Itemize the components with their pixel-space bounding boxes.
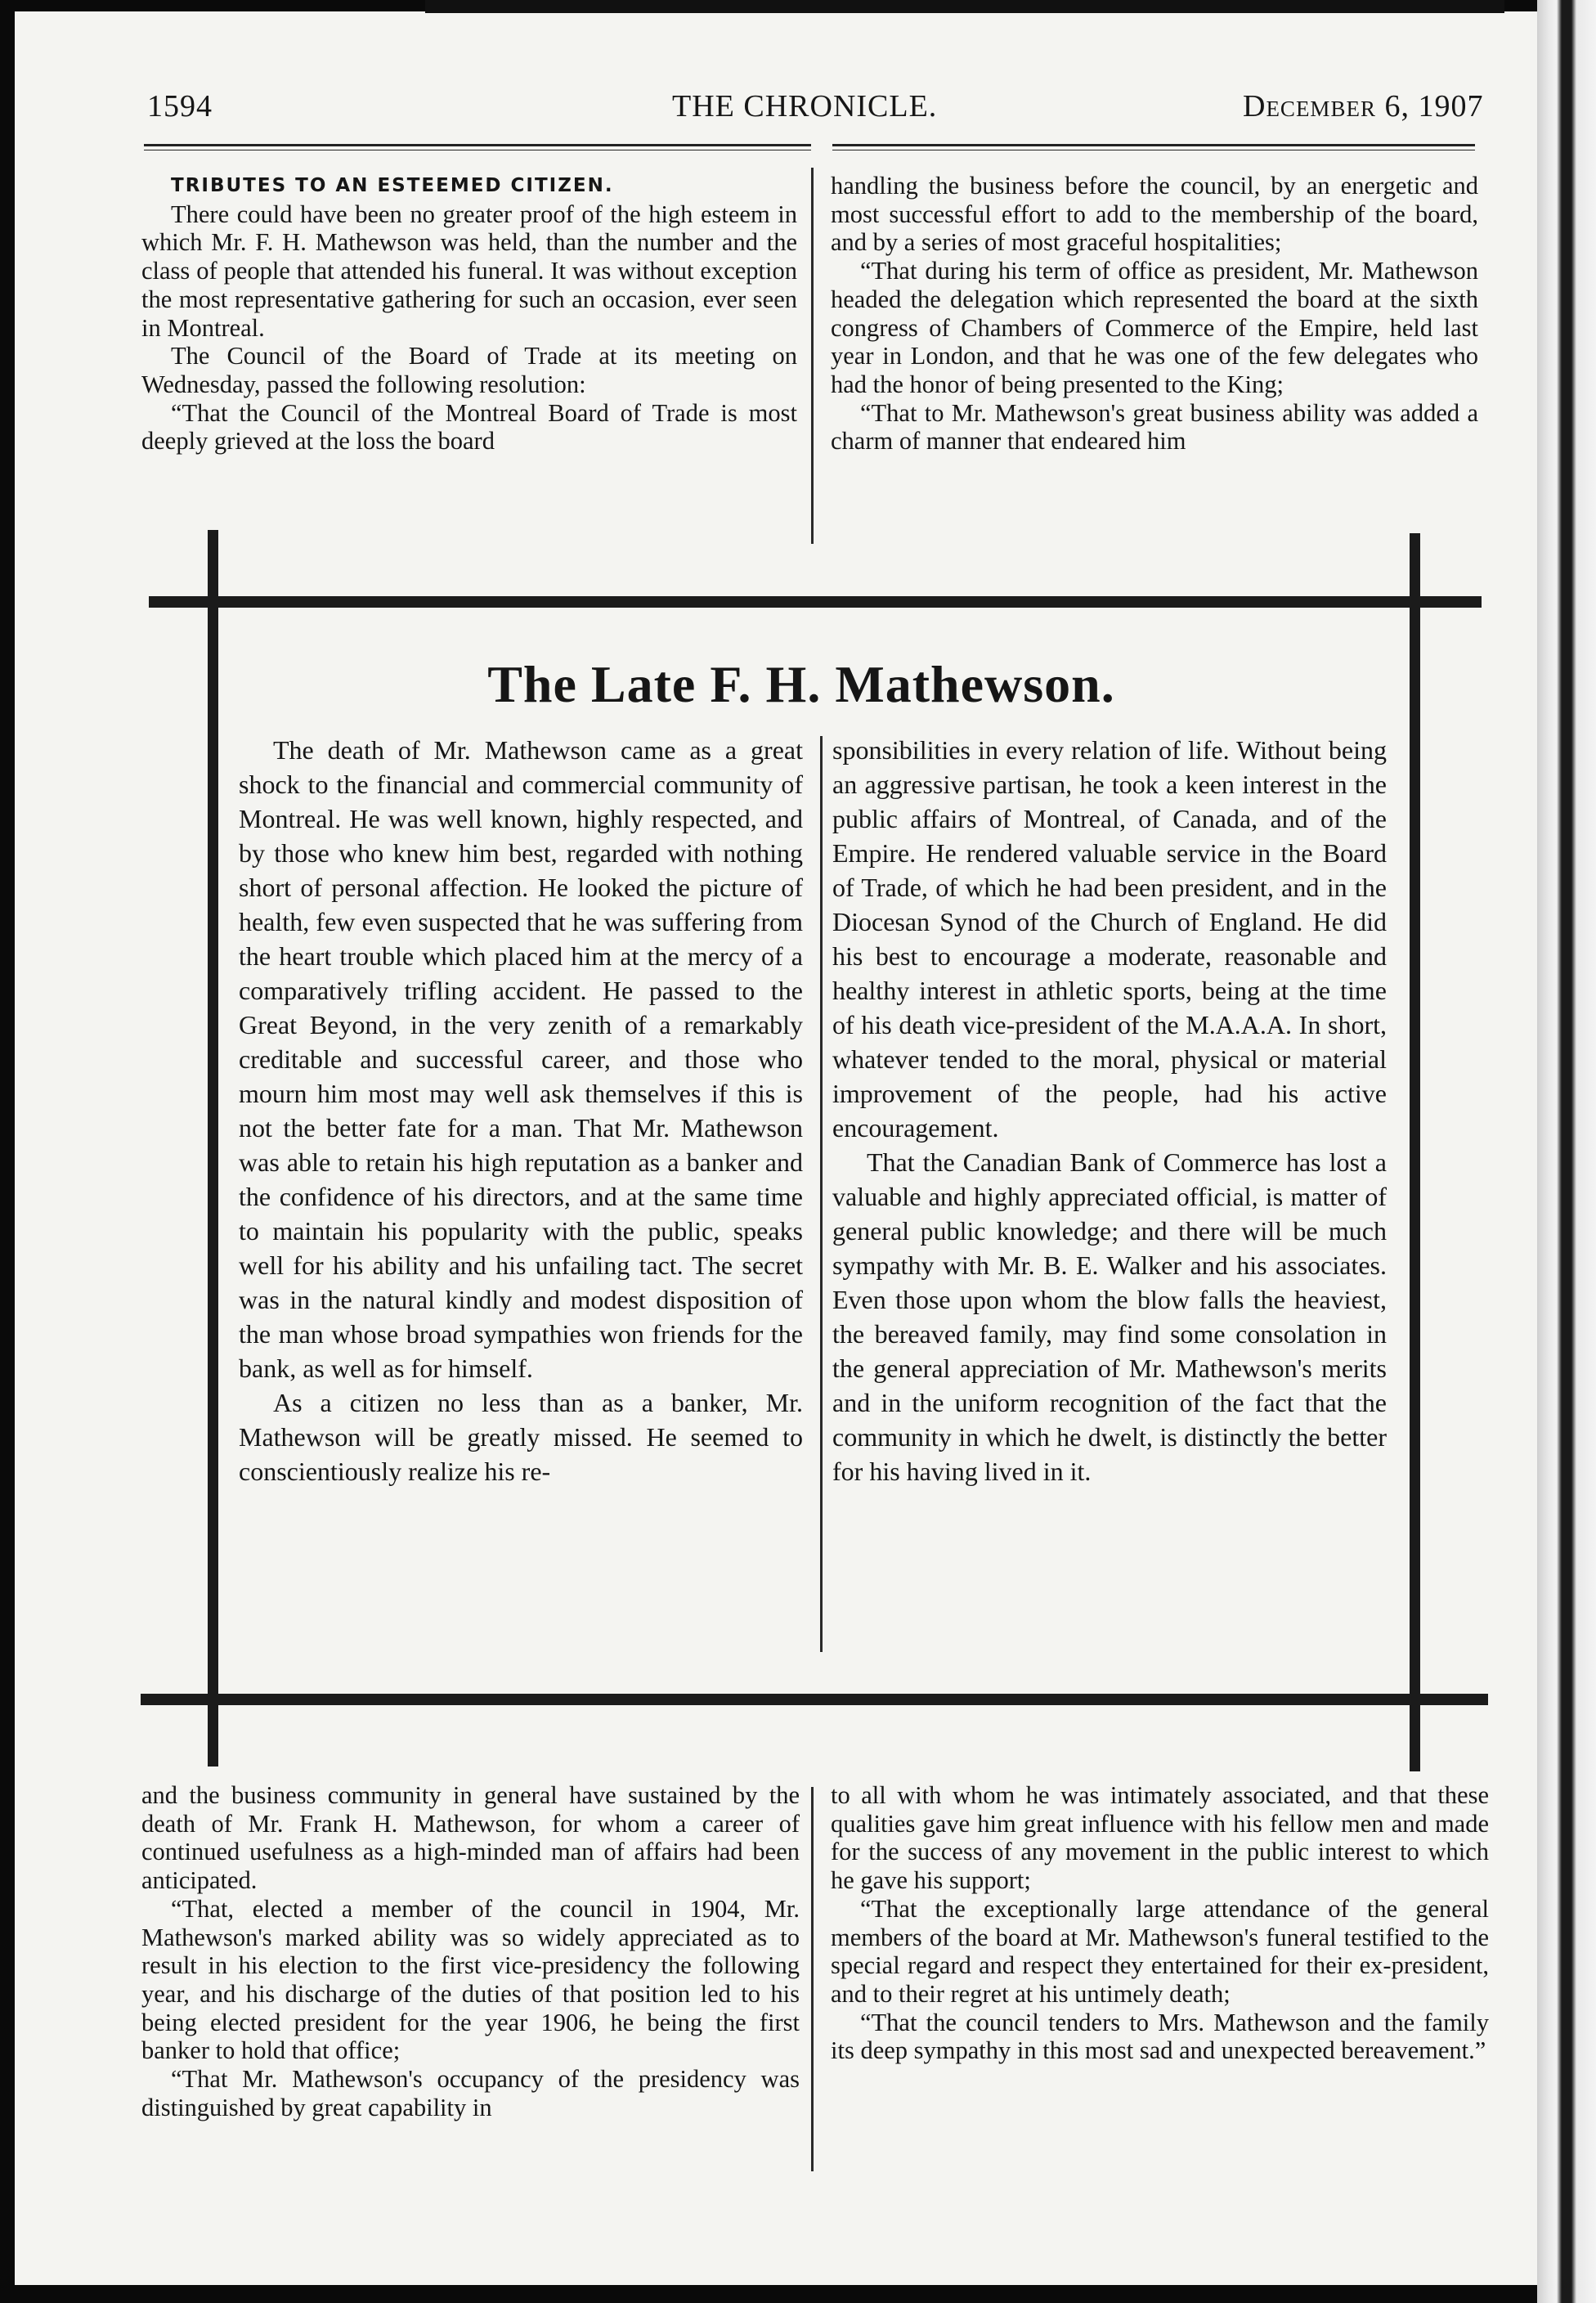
paragraph: “That the exceptionally large attendance of the general members of the board at Mr. Mathewson's funeral testified to the special regard and respect they entertained for their ex-president, and to their regret at his untimely death; [831,1894,1489,2008]
paragraph: The death of Mr. Mathewson came as a great shock to the financial and commercial community of Montreal. He was well known, highly respected, and by those who knew him best, regarded with nothing short of personal affection. He looked the picture of health, few even suspected that he was suffering from the heart trouble which placed him at the mercy of a comparatively trifling accident. He passed to the Great Beyond, in the very zenith of a remarkably creditable and successful career, and those who mourn him most may well ask themselves if this is not the better fate for a man. That Mr. Mathewson was able to retain his high reputation as a banker and the confidence of his directors, and at the same time to maintain his popularity with the public, speaks well for his ability and his unfailing tact. The secret was in the natural kindly and modest disposition of the man whose broad sympathies won friends for the bank, as well as for himself. [239,735,803,1383]
section-title: TRIBUTES TO AN ESTEEMED CITIZEN. [171,175,614,196]
header-rule [144,144,811,146]
paragraph: handling the business before the council, by an energetic and most successful effort to add to the membership of the board, and by a series of most graceful hospitalities; [831,172,1478,257]
bottom-right-column [831,1781,1489,2065]
scan-edge-top [425,0,1504,13]
header-rule [832,144,1475,146]
paragraph: “That the Council of the Montreal Board of Trade is most deeply grieved at the loss the board [141,398,797,456]
paragraph: to all with whom he was intimately associated, and that these qualities gave him great influence with his fellow men and made for the success of any movement in the public interest to which he gave his support; [831,1781,1489,1895]
box-left-border [208,530,218,1767]
paragraph: “That, elected a member of the council in 1904, Mr. Mathewson's marked ability was so widely appreciated as to result in his election to the first vice-presidency the following year, and his discharge of the duties of that position led to his being elected president for the year 1906, he being the first banker to hold that office; [141,1894,800,2065]
paragraph: “That the council tenders to Mrs. Mathewson and the family its deep sympathy in this most sad and unexpected bereavement.” [831,2008,1489,2065]
paragraph: “That during his term of office as president, Mr. Mathewson headed the delegation which represented the board at the sixth congress of Chambers of Commerce of the Empire, held last year in London, and that he was one of the few delegates who had the honor of being presented to the King; [831,257,1478,398]
top-left-column [141,172,797,456]
book-binding-edge [1537,0,1596,2303]
page-number: 1594 [147,89,213,123]
obituary-title: The Late F. H. Mathewson. [487,655,1115,713]
paragraph: “That Mr. Mathewson's occupancy of the presidency was distinguished by great capability in [141,2065,800,2121]
top-right-column [831,172,1478,456]
paragraph: sponsibilities in every relation of life. Without being an aggressive partisan, he took a keen interest in the public affairs of Montreal, of Canada, and of the Empire. He rendered valuable service in the Board of Trade, of which he had been president, and in the Diocesan Synod of the Church of England. He did his best to encourage a moderate, reasonable and healthy interest in athletic sports, being at the time of his death vice-president of the M.A.A.A. In short, whatever tended to the moral, physical or material improvement of the people, had his active encouragement. [832,735,1387,1143]
column-divider [811,1787,814,2171]
box-top-border [149,596,1482,608]
box-bottom-border [141,1694,1488,1705]
bottom-left-column [141,1781,800,2121]
paragraph: As a citizen no less than as a banker, Mr. Mathewson will be greatly missed. He seemed to conscientiously realize his re- [239,1388,803,1486]
publication-title: THE CHRONICLE. [672,89,938,123]
paragraph: That the Canadian Bank of Commerce has lost a valuable and highly appreciated official, is matter of general public knowledge; and there will be much sympathy with Mr. B. E. Walker and his associates. Even those upon whom the blow falls the heaviest, the bereaved family, may find some consolation in the general appreciation of Mr. Mathewson's merits and in the uniform recognition of the fact that the community in which he dwelt, is distinctly the better for his having lived in it. [832,1147,1387,1486]
box-right-border [1410,533,1420,1771]
column-divider [820,736,823,1652]
paragraph: “That to Mr. Mathewson's great business ability was added a charm of manner that endeared him [831,398,1478,456]
paragraph: There could have been no greater proof of the high esteem in which Mr. F. H. Mathewson was held, than the number and the class of people that attended his funeral. It was without exception the most representative gathering for such an occasion, ever seen in Montreal. [141,200,797,342]
obituary-left-column [239,733,803,1488]
obituary-right-column [832,733,1387,1488]
paragraph: and the business community in general have sustained by the death of Mr. Frank H. Mathewson, for whom a career of continued usefulness as a high-minded man of affairs had been anticipated. [141,1781,800,1895]
paragraph: The Council of the Board of Trade at its meeting on Wednesday, passed the following resolution: [141,342,797,398]
column-divider [811,168,814,544]
issue-date: December 6, 1907 [1243,89,1484,123]
